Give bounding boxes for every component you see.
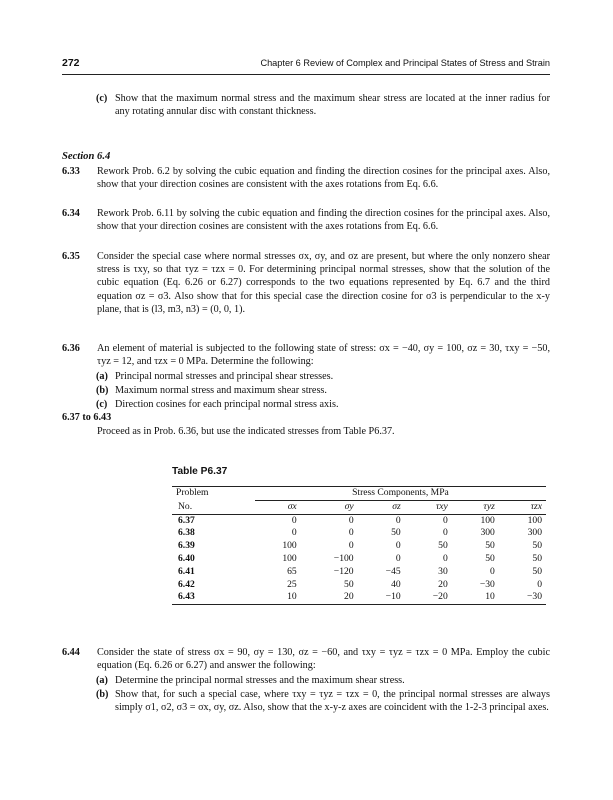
problem-6-36: [62, 342, 550, 368]
item-label: (a): [96, 371, 108, 382]
col-sigma-x: σx: [255, 500, 301, 514]
cell: 50: [391, 527, 401, 539]
cell: 300: [527, 527, 542, 539]
cell: 0: [291, 527, 297, 539]
problem-text: An element of material is subjected to the following state of stress: σx = −40, σy = 100, σz = 30, τxy = −50, τyz = 12, and τzx = 0 MPa. Determine the following:: [97, 343, 550, 368]
cell: 20: [301, 591, 358, 604]
cell: 0: [291, 514, 297, 526]
item-label: (b): [96, 689, 109, 700]
intro-item: [96, 92, 550, 118]
item-text: Show that the maximum normal stress and the maximum shear stress are located at the inner radius for any rotating annular disc with constant thickness.: [115, 93, 550, 118]
p636-item-a: [96, 370, 550, 383]
page-number: 272: [62, 57, 80, 69]
problem-6-35: [62, 250, 550, 316]
cell: 0: [442, 514, 448, 526]
item-text: Determine the principal normal stresses and the maximum shear stress.: [115, 675, 405, 686]
row-number: 6.39: [178, 540, 195, 552]
header-no: No.: [172, 500, 255, 514]
cell: 30: [438, 565, 448, 577]
cell: 100: [527, 514, 542, 526]
row-number: 6.42: [178, 578, 195, 590]
problem-text: Proceed as in Prob. 6.36, but use the indicated stresses from Table P6.37.: [97, 426, 395, 437]
cell: −120: [333, 565, 354, 577]
cell: 100: [282, 540, 297, 552]
table-row: [172, 553, 546, 566]
cell: 100: [480, 514, 495, 526]
item-text: Maximum normal stress and maximum shear stress.: [115, 385, 327, 396]
cell: 0: [348, 540, 354, 552]
cell: 50: [532, 565, 542, 577]
problem-number: 6.33: [62, 166, 80, 177]
problem-number: 6.37 to 6.43: [62, 412, 112, 423]
cell: 10: [255, 591, 301, 604]
cell: −30: [499, 591, 546, 604]
table-title: Table P6.37: [172, 466, 228, 477]
problem-text: Consider the special case where normal stresses σx, σy, and σz are present, but where the only nonzero shear stress is τxy, so that τyz = τzx = 0. For determining principal normal stresses, show that the solution of the cubic equation (Eq. 6.26 or 6.27) corresponds to the two equations represented by Eq. 6.7 and the third equation σz = σ3. Also show that for this special case the direction cosine for σ3 is perpendicular to the x-y plane, that is (l3, m3, n3) = (0, 0, 1).: [97, 251, 550, 315]
cell: −30: [479, 578, 495, 590]
chapter-title: Chapter 6 Review of Complex and Principal States of Stress and Strain: [260, 58, 550, 68]
row-number: 6.43: [172, 591, 255, 604]
cell: 0: [442, 552, 448, 564]
table-row: [172, 540, 546, 553]
cell: 50: [485, 552, 495, 564]
item-label: (c): [96, 93, 108, 104]
running-header: [62, 57, 550, 73]
cell: 0: [348, 514, 354, 526]
col-tau-xy: τxy: [405, 500, 452, 514]
cell: 50: [532, 540, 542, 552]
cell: 25: [287, 578, 297, 590]
cell: 50: [344, 578, 354, 590]
cell: 300: [480, 527, 495, 539]
cell: 65: [287, 565, 297, 577]
cell: 0: [395, 540, 401, 552]
table-row: [172, 591, 546, 604]
cell: −10: [358, 591, 405, 604]
table-column-row: [172, 500, 546, 514]
row-number: 6.38: [178, 527, 195, 539]
cell: 50: [438, 540, 448, 552]
item-label: (c): [96, 399, 108, 410]
col-tau-zx: τzx: [499, 500, 546, 514]
col-sigma-y: σy: [301, 500, 358, 514]
problem-6-33: [62, 165, 550, 191]
row-number: 6.37: [178, 514, 195, 526]
problem-text: Consider the state of stress σx = 90, σy = 130, σz = −60, and τxy = τyz = τzx = 0 MPa. Employ the cubic equation (Eq. 6.26 or 6.27) and answer the following:: [97, 647, 550, 672]
cell: 0: [490, 565, 495, 577]
item-label: (b): [96, 385, 109, 396]
item-text: Direction cosines for each principal normal stress axis.: [115, 399, 339, 410]
table-header-row: [172, 487, 546, 501]
stress-table: [172, 486, 546, 605]
cell: 10: [452, 591, 499, 604]
cell: −100: [333, 552, 354, 564]
cell: 0: [395, 552, 401, 564]
problem-number: 6.35: [62, 251, 80, 262]
problem-6-44: [62, 646, 550, 672]
table-row: [172, 566, 546, 579]
header-rule: [62, 74, 550, 75]
cell: 50: [532, 552, 542, 564]
item-label: (a): [96, 675, 108, 686]
cell: 0: [348, 527, 354, 539]
header-problem: Problem: [172, 487, 255, 501]
col-tau-yz: τyz: [452, 500, 499, 514]
cell: 20: [438, 578, 448, 590]
item-text: Show that, for such a special case, where τxy = τyz = τzx = 0, the principal normal stresses are always simply σ1, σ2, σ3 = σx, σy, σz. Also, show that the x-y-z axes are coincident with the 1-2-3 principal axes.: [115, 689, 550, 714]
row-number: 6.41: [178, 565, 195, 577]
problem-number: 6.36: [62, 343, 80, 354]
col-sigma-z: σz: [358, 500, 405, 514]
cell: 50: [485, 540, 495, 552]
table-row: [172, 514, 546, 527]
cell: 0: [537, 578, 542, 590]
problem-number: 6.34: [62, 208, 80, 219]
problem-6-34: [62, 207, 550, 233]
cell: 0: [395, 514, 401, 526]
problem-text: Rework Prob. 6.2 by solving the cubic equation and finding the direction cosines for the principal axes. Also, show that your direction cosines are consistent with the axes rotations from Eq. 6.6.: [97, 166, 550, 191]
p636-item-c: [96, 398, 550, 411]
item-text: Principal normal stresses and principal shear stresses.: [115, 371, 334, 382]
table-row: [172, 579, 546, 592]
cell: −20: [405, 591, 452, 604]
problem-text: Rework Prob. 6.11 by solving the cubic equation and finding the direction cosines for the principal axes. Also, show that your direction cosines are consistent with the axes rotations from Eq. 6.6.: [97, 208, 550, 233]
header-group: Stress Components, MPa: [255, 487, 546, 501]
cell: 100: [282, 552, 297, 564]
p644-item-a: [96, 674, 550, 687]
cell: 40: [391, 578, 401, 590]
p636-item-b: [96, 384, 550, 397]
table-row: [172, 527, 546, 540]
p644-item-b: [96, 688, 550, 714]
section-title: Section 6.4: [62, 151, 111, 162]
row-number: 6.40: [178, 552, 195, 564]
cell: −45: [385, 565, 401, 577]
cell: 0: [442, 527, 448, 539]
problem-number: 6.44: [62, 647, 80, 658]
